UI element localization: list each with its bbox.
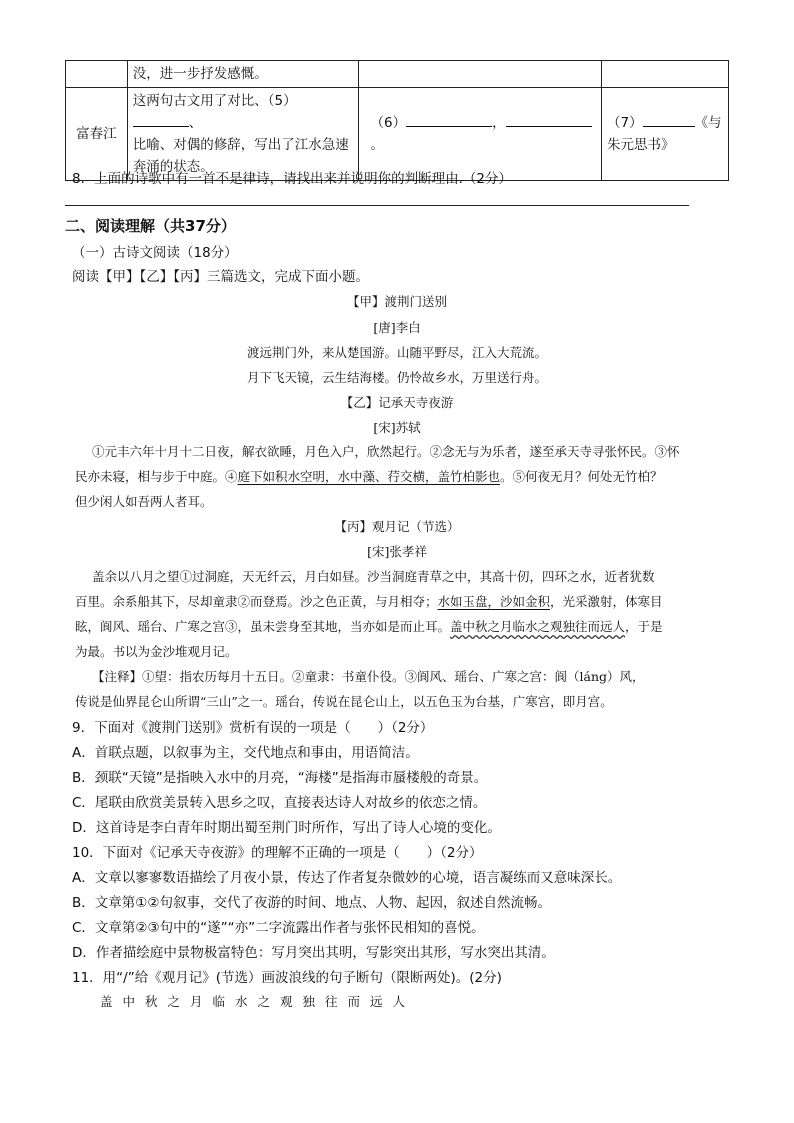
underlined-sentence: 庭下如积水空明，水中藻、荇交横，盖竹柏影也 <box>237 469 501 484</box>
cell-text: 比喻、对偶的修辞，写出了江水急速 <box>132 137 349 153</box>
cell-text: 朱元思书》 <box>607 137 675 153</box>
blank-6b[interactable] <box>506 112 592 127</box>
prose-line <box>75 617 663 635</box>
prose-line: 盖余以八月之望①过洞庭，天无纤云，月白如昼。沙当洞庭青草之中，其高十仞，四环之水，近者犹数 <box>92 569 655 584</box>
prose-author-yi: [宋]苏轼 <box>373 420 421 435</box>
prose-text: 眩，阆风、瑶台、广寒之宫③，虽未尝身至其地，当亦如是而止耳。 <box>75 619 451 634</box>
option-a[interactable]: A．文章以寥寥数语描绘了月夜小景，传达了作者复杂微妙的心境，语言凝练而又意味深长。 <box>72 870 622 886</box>
option-b[interactable]: B．文章第①②句叙事，交代了夜游的时间、地点、人物、起因，叙述自然流畅。 <box>72 895 551 911</box>
prose-line: 为最。书以为金沙堆观月记。 <box>75 644 238 659</box>
question-10: 10．下面对《记承天寺夜游》的理解不正确的一项是（ ）（2分） <box>72 845 483 861</box>
table-cell-blank-7 <box>602 88 729 181</box>
table-cell <box>602 61 729 88</box>
prose-author-bing: [宋]张孝祥 <box>367 544 427 559</box>
cell-text: （7） <box>607 115 643 131</box>
section-title: 二、阅读理解（共37分） <box>65 217 236 235</box>
cell-text: 奔涌的状态。 <box>132 159 214 175</box>
table-cell <box>66 61 128 88</box>
blank-5[interactable] <box>133 112 189 127</box>
wavy-underlined-sentence: 盖中秋之月临水之观独往而远人 <box>450 619 626 634</box>
prose-text: 。⑤何夜无月？何处无竹柏？ <box>500 469 663 484</box>
table-cell-fuchunjiang: 富春江 <box>66 88 128 181</box>
prose-text: 百里。余系船其下，尽却童隶②而登焉。沙之色正黄，与月相夺； <box>75 594 438 609</box>
prose-text: ，光采激射，体寒目 <box>550 594 663 609</box>
option-b[interactable]: B．颈联“天镜”是指映入水中的月亮，“海楼”是指海市蜃楼般的奇景。 <box>72 770 488 786</box>
question-9: 9．下面对《渡荆门送别》赏析有误的一项是（ ）（2分） <box>72 720 434 736</box>
answer-table <box>65 60 729 181</box>
prose-line <box>75 592 663 610</box>
option-c[interactable]: C．尾联由欣赏美景转入思乡之叹，直接表达诗人对故乡的依恋之情。 <box>72 795 487 811</box>
cell-text: （6） <box>370 115 407 131</box>
cell-text: 这两句古文用了对比、（5） <box>132 93 297 109</box>
table-cell <box>358 61 602 88</box>
poem-line: 月下飞天镜，云生结海楼。仍怜故乡水，万里送行舟。 <box>246 370 547 385</box>
underlined-phrase: 水如玉盘，沙如金积 <box>437 594 551 609</box>
sentence-to-segment[interactable]: 盖中秋之月临水之观独往而远人 <box>100 994 416 1009</box>
table-row <box>66 61 729 88</box>
annotation-line: 【注释】①望：指农历每月十五日。②童隶：书童仆役。③阆风、瑶台、广寒之宫：阆（láng）风， <box>92 669 645 684</box>
option-d[interactable]: D．作者描绘庭中景物极富特色：写月突出其明，写影突出其形，写水突出其清。 <box>72 945 555 961</box>
table-cell: 没，进一步抒发感慨。 <box>127 61 358 88</box>
option-a[interactable]: A．首联点题，以叙事为主，交代地点和事由，用语简洁。 <box>72 745 419 761</box>
prose-text: ，于是 <box>625 619 663 634</box>
cell-text: 、 <box>188 115 203 131</box>
prose-title-bing: 【丙】观月记（节选） <box>334 519 460 534</box>
cell-text: ， <box>492 115 506 131</box>
blank-7[interactable] <box>643 112 695 127</box>
prose-title-yi: 【乙】记承天寺夜游 <box>340 395 454 410</box>
prose-line: 但少闲人如吾两人者耳。 <box>75 494 213 509</box>
cell-text: 《与 <box>694 115 722 131</box>
prose-line <box>75 467 663 485</box>
option-c[interactable]: C．文章第②③句中的“遂”“亦”二字流露出作者与张怀民相知的喜悦。 <box>72 920 485 936</box>
subsection-title: （一）古诗文阅读（18分） <box>72 245 238 261</box>
option-d[interactable]: D．这首诗是李白青年时期出蜀至荆门时所作，写出了诗人心境的变化。 <box>72 820 501 836</box>
poem-line: 渡远荆门外，来从楚国游。山随平野尽，江入大荒流。 <box>246 345 547 360</box>
answer-line-8[interactable] <box>65 205 689 206</box>
instructions: 阅读【甲】【乙】【丙】三篇选文，完成下面小题。 <box>72 269 369 285</box>
cell-text: 。 <box>370 137 385 153</box>
poem-title-jia: 【甲】渡荆门送别 <box>346 294 447 309</box>
prose-line: ①元丰六年十月十二日夜，解衣欲睡，月色入户，欣然起行。②念无与为乐者，遂至承天寺寻张怀民。③怀 <box>92 444 680 459</box>
annotation-line: 传说是仙界昆仑山所谓“三山”之一。瑶台，传说在昆仑山上，以五色玉为台基，广寒宫，即月宫。 <box>75 694 613 709</box>
question-8: 8．上面的诗歌中有一首不是律诗，请找出来并说明你的判断理由.（2分） <box>72 171 512 187</box>
question-11: 11．用“/”给《观月记》(节选）画波浪线的句子断句（限断两处)。(2分) <box>72 970 502 986</box>
poem-author-jia: [唐]李白 <box>373 320 421 335</box>
blank-6a[interactable] <box>406 112 492 127</box>
prose-text: 民亦未寝，相与步于中庭。④ <box>75 469 238 484</box>
